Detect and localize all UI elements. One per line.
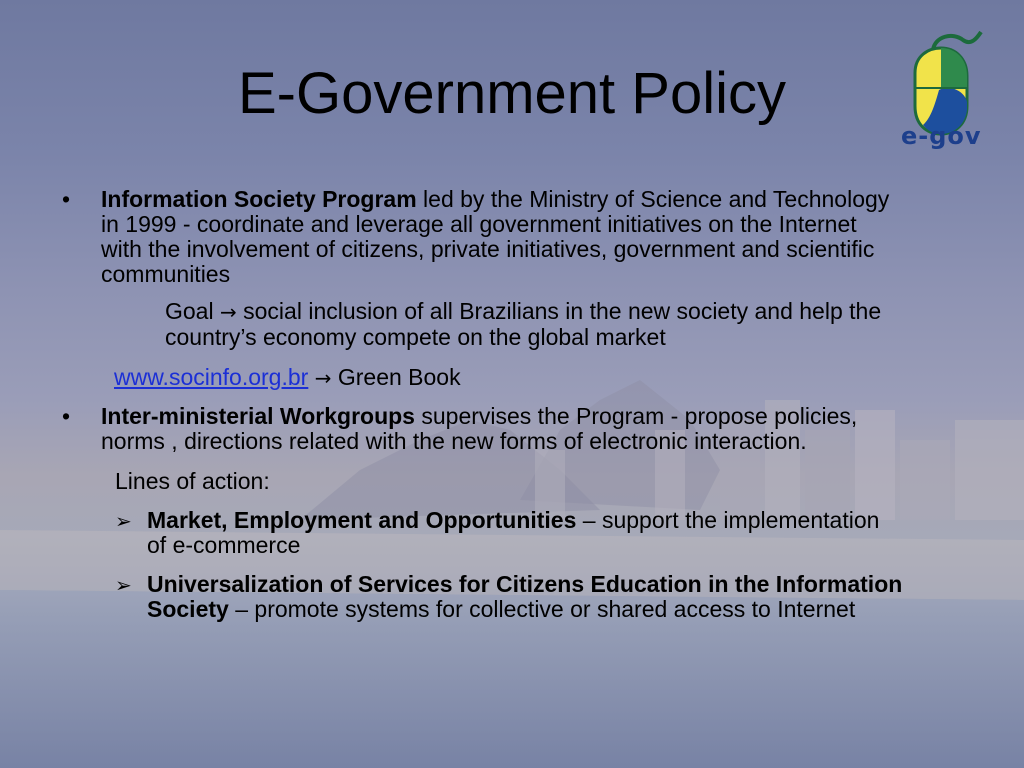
chevron-right-icon: ➢ (115, 509, 132, 533)
sub-item-text: – support the implementation (576, 507, 880, 533)
item-heading: Inter-ministerial Workgroups (101, 403, 415, 429)
logo-text: e-gov (901, 122, 982, 150)
goal-line: country’s economy compete on the global market (165, 324, 666, 350)
goal-text (165, 299, 1005, 350)
chevron-right-icon: ➢ (115, 573, 132, 597)
link-row (114, 365, 461, 391)
egov-logo (893, 28, 993, 158)
sub-item-text: of e-commerce (147, 532, 301, 558)
sub-item-heading: Market, Employment and Opportunities (147, 507, 577, 533)
goal-label: Goal (165, 298, 214, 324)
link-tail: Green Book (331, 364, 461, 390)
right-arrow-icon: → (314, 366, 332, 390)
right-arrow-icon: → (219, 300, 237, 324)
bullet-icon: • (62, 403, 71, 429)
item-text: norms , directions related with the new forms of electronic interaction. (101, 428, 807, 454)
sub-item-heading: Society (147, 596, 229, 622)
item-text: communities (101, 261, 231, 287)
item-text: with the involvement of citizens, private initiatives, government and scientific (101, 236, 875, 262)
slide-title: E-Government Policy (238, 61, 786, 126)
sub-item-text: – promote systems for collective or shared access to Internet (228, 596, 856, 622)
socinfo-link[interactable]: www.socinfo.org.br (114, 364, 309, 390)
sub-item-heading: Universalization of Services for Citizens Education in the Information (147, 571, 903, 597)
sub-item (147, 508, 1007, 558)
item-text: in 1999 - coordinate and leverage all government initiatives on the Internet (101, 211, 857, 237)
goal-line: social inclusion of all Brazilians in the new society and help the (236, 298, 882, 324)
lines-of-action-label: Lines of action: (115, 468, 270, 494)
bullet-item (101, 187, 1001, 287)
item-text: supervises the Program - propose policies, (414, 403, 858, 429)
item-heading: Information Society Program (101, 186, 417, 212)
sub-item (147, 572, 1017, 622)
bullet-item (101, 404, 1001, 454)
item-text: led by the Ministry of Science and Technology (416, 186, 890, 212)
bullet-icon: • (62, 186, 71, 212)
